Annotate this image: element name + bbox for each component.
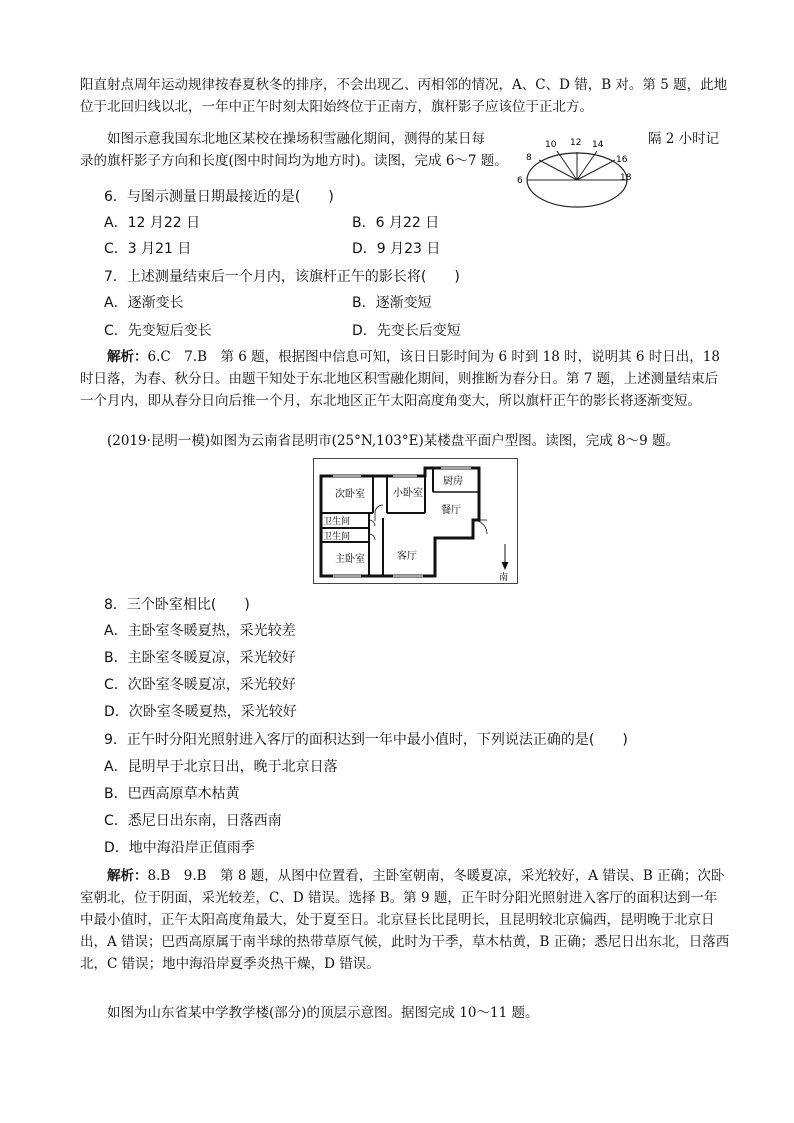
room-label-second-bedroom: 次卧室 [335,489,365,500]
explanation-paragraph: 阳直射点周年运动规律按春夏秋冬的排序，不会出现乙、丙相邻的情况，A、C、D 错，B 对。第 5 题，此地位于北回归线以北，一年中正午时刻太阳始终位于正南方，旗杆影子应该位于正北方。 [80,77,728,115]
room-label-master-bedroom: 主卧室 [335,554,365,565]
room-label-living-room: 客厅 [397,551,417,562]
q7-option-c: C．先变短后变长 [104,323,212,339]
answer-q6-7: 解析：6.C 7.B 第 6 题，根据图中信息可知，该日日影时间为 6 时到 18 时，说明其 6 时日出，18 时日落，为春、秋分日。由题干知处于东北地区积雪融化期间，则推断为春分日。第 7 题，上述测量结束后一个月内，即从春分日向后推一个月，东北地区正午太阳高度角变大，所以旗杆正午的影长将逐渐变短。 [80,349,720,409]
q9-option-d: D．地中海沿岸正值雨季 [104,840,255,856]
time-label-14: 14 [592,140,604,150]
q8-option-c: C．次卧室冬暖夏凉，采光较好 [104,677,296,693]
time-label-16: 16 [616,155,628,165]
intro-q6-7-part3: 录的旗杆影子方向和长度(图中时间均为地方时)。读图，完成 6～7 题。 [80,153,508,169]
room-label-kitchen: 厨房 [443,476,463,487]
question-9-stem: 9．正午时分阳光照射进入客厅的面积达到一年中最小值时，下列说法正确的是( ) [104,732,628,748]
q8-option-b: B．主卧室冬暖夏凉，采光较好 [104,650,296,666]
intro-q6-7-part1: 如图示意我国东北地区某校在操场积雪融化期间，测得的某日每 [107,131,485,147]
q9-option-c: C．悉尼日出东南，日落西南 [104,813,282,829]
shadow-line-10 [557,151,577,180]
intro-q8-9: (2019·昆明一模)如图为云南省昆明市(25°N,103°E)某楼盘平面户型图。读图，完成 8～9 题。 [107,433,680,449]
q7-option-d: D．先变长后变短 [352,323,461,339]
time-label-10: 10 [545,140,557,150]
answer-q8-9: 解析：8.B 9.B 第 8 题，从图中位置看，主卧室朝南，冬暖夏凉，采光较好，A 错误、B 正确；次卧室朝北，位于阴面，采光较差，C、D 错误。选择 B。第 9 题，正午时分阳光照射进入客厅的面积达到一年中最小值时，正午太阳高度角最大，处于夏至日。北京昼长比昆明长，且昆明较北京偏西，昆明晚于北京日出，A 错误；巴西高原属于南半球的热带草原气候，此时为干季，草木枯黄，B 正确；悉尼日出东北，日落西北，C 错误；地中海沿岸夏季炎热干燥，D 错误。 [80,868,730,972]
q6-option-a: A．12 月22 日 [104,215,201,231]
shadow-line-8 [539,160,577,180]
q7-option-b: B．逐渐变短 [352,295,432,311]
q9-option-a: A．昆明早于北京日出，晚于北京日落 [104,759,338,775]
room-label-dining: 餐厅 [441,505,461,516]
question-7-stem: 7．上述测量结束后一个月内，该旗杆正午的影长将( ) [104,269,460,285]
shadow-line-16 [577,160,615,180]
intro-q6-7-part2: 隔 2 小时记 [648,131,720,147]
time-label-18: 18 [620,173,632,183]
q8-option-a: A．主卧室冬暖夏热，采光较差 [104,623,296,639]
q6-option-c: C．3 月21 日 [104,241,192,257]
question-8-stem: 8．三个卧室相比( ) [104,597,250,613]
q7-option-a: A．逐渐变长 [104,295,184,311]
room-label-small-bedroom: 小卧室 [393,488,423,499]
q8-option-d: D．次卧室冬暖夏热，采光较好 [104,704,297,720]
q6-option-b: B．6 月22 日 [352,215,440,231]
room-label-bathroom-1: 卫生间 [323,517,351,527]
shadow-line-14 [577,151,597,180]
south-label: 南 [499,573,509,583]
q9-option-b: B．巴西高原草木枯黄 [104,786,240,802]
time-label-12: 12 [570,138,582,148]
question-6-stem: 6．与图示测量日期最接近的是( ) [104,189,334,205]
time-label-6: 6 [517,176,523,186]
q6-option-d: D．9 月23 日 [352,241,441,257]
room-label-bathroom-2: 卫生间 [323,532,351,542]
floor-plan-figure [313,458,518,584]
intro-q10-11: 如图为山东省某中学教学楼(部分)的顶层示意图。据图完成 10～11 题。 [107,1005,539,1021]
time-label-8: 8 [526,153,532,163]
